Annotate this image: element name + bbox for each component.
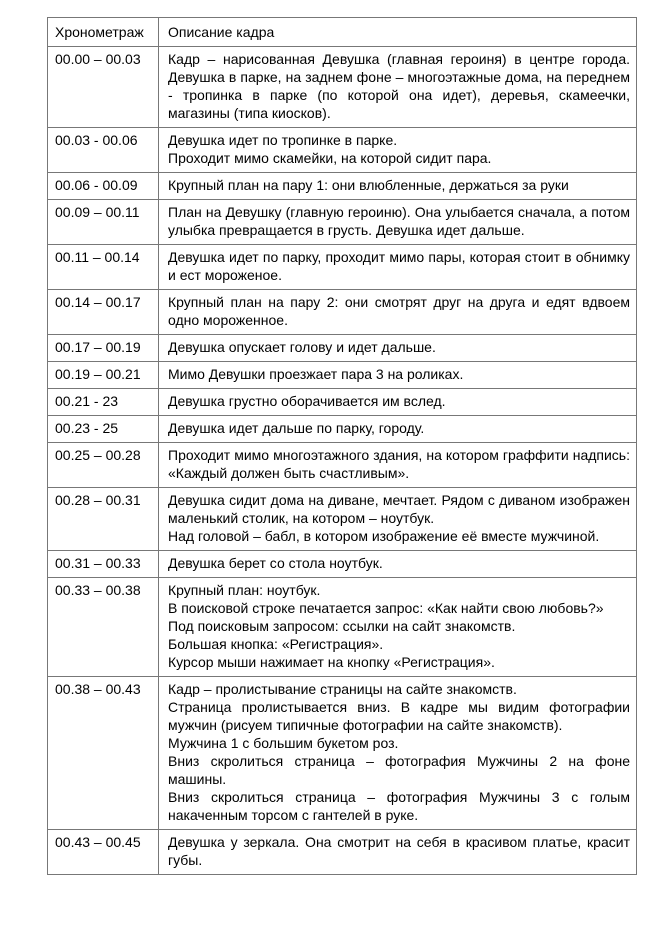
description-line: Девушка у зеркала. Она смотрит на себя в красивом платье, красит губы. xyxy=(168,834,630,868)
storyboard-table xyxy=(47,17,637,875)
timing-cell: 00.23 - 25 xyxy=(48,416,159,443)
description-line: Вниз скролиться страница – фотография Мужчины 2 на фоне машины. xyxy=(168,753,630,787)
description-line: Девушка идет по тропинке в парке. xyxy=(168,132,398,148)
timing-cell: 00.14 – 00.17 xyxy=(48,290,159,335)
timing-cell: 00.21 - 23 xyxy=(48,389,159,416)
description-cell xyxy=(159,290,637,335)
timing-cell: 00.09 – 00.11 xyxy=(48,200,159,245)
table-row xyxy=(48,290,637,335)
description-line: Девушка идет по парку, проходит мимо пары, которая стоит в обнимку и ест мороженое. xyxy=(168,249,630,283)
description-cell xyxy=(159,578,637,677)
table-row xyxy=(48,389,637,416)
table-row xyxy=(48,47,637,128)
description-line: В поисковой строке печатается запрос: «Как найти свою любовь?» xyxy=(168,600,604,616)
description-cell xyxy=(159,551,637,578)
header-row xyxy=(48,18,637,47)
timing-cell: 00.03 - 00.06 xyxy=(48,128,159,173)
description-cell xyxy=(159,830,637,875)
description-line: Девушка опускает голову и идет дальше. xyxy=(168,339,436,355)
description-line: Под поисковым запросом: ссылки на сайт знакомств. xyxy=(168,618,516,634)
timing-cell: 00.19 – 00.21 xyxy=(48,362,159,389)
description-line: Проходит мимо многоэтажного здания, на котором граффити надпись: «Каждый должен быть счастливым». xyxy=(168,447,630,481)
timing-cell: 00.38 – 00.43 xyxy=(48,677,159,830)
description-cell xyxy=(159,200,637,245)
description-line: Девушка грустно оборачивается им вслед. xyxy=(168,393,446,409)
table-row xyxy=(48,443,637,488)
description-line: Крупный план: ноутбук. xyxy=(168,582,321,598)
description-cell xyxy=(159,362,637,389)
table-row xyxy=(48,677,637,830)
table-row xyxy=(48,416,637,443)
description-line: Страница пролистывается вниз. В кадре мы видим фотографии мужчин (рисуем типичные фотографии на сайте знакомств). xyxy=(168,699,630,733)
description-line: Кадр – нарисованная Девушка (главная героиня) в центре города. Девушка в парке, на заднем фоне – многоэтажные дома, на переднем - тропинка в парке (по которой она идет), деревья, скамеечки, магазины (типа киосков). xyxy=(168,51,630,121)
table-row xyxy=(48,173,637,200)
description-line: Девушка берет со стола ноутбук. xyxy=(168,555,383,571)
description-line: Проходит мимо скамейки, на которой сидит пара. xyxy=(168,150,492,166)
timing-cell: 00.00 – 00.03 xyxy=(48,47,159,128)
description-cell xyxy=(159,416,637,443)
table-row xyxy=(48,128,637,173)
description-line: Кадр – пролистывание страницы на сайте знакомств. xyxy=(168,681,517,697)
timing-cell: 00.31 – 00.33 xyxy=(48,551,159,578)
table-row xyxy=(48,830,637,875)
timing-cell: 00.25 – 00.28 xyxy=(48,443,159,488)
table-row xyxy=(48,200,637,245)
description-line: Девушка сидит дома на диване, мечтает. Рядом с диваном изображен маленький столик, на котором – ноутбук. xyxy=(168,492,630,526)
description-line: Мимо Девушки проезжает пара 3 на роликах. xyxy=(168,366,464,382)
description-line: Крупный план на пару 1: они влюбленные, держаться за руки xyxy=(168,177,569,193)
column-header-description: Описание кадра xyxy=(159,18,637,47)
timing-cell: 00.17 – 00.19 xyxy=(48,335,159,362)
description-line: Девушка идет дальше по парку, городу. xyxy=(168,420,425,436)
table-body xyxy=(48,47,637,875)
description-line: Мужчина 1 с большим букетом роз. xyxy=(168,735,399,751)
table-row xyxy=(48,362,637,389)
timing-cell: 00.28 – 00.31 xyxy=(48,488,159,551)
table-row xyxy=(48,578,637,677)
description-cell xyxy=(159,443,637,488)
description-cell xyxy=(159,488,637,551)
timing-cell: 00.43 – 00.45 xyxy=(48,830,159,875)
description-cell xyxy=(159,389,637,416)
description-cell xyxy=(159,47,637,128)
description-line: План на Девушку (главную героиню). Она улыбается сначала, а потом улыбка превращается в грусть. Девушка идет дальше. xyxy=(168,204,630,238)
description-cell xyxy=(159,128,637,173)
table-row xyxy=(48,551,637,578)
description-line: Большая кнопка: «Регистрация». xyxy=(168,636,384,652)
description-line: Курсор мыши нажимает на кнопку «Регистрация». xyxy=(168,654,495,670)
table-row xyxy=(48,488,637,551)
timing-cell: 00.11 – 00.14 xyxy=(48,245,159,290)
timing-cell: 00.33 – 00.38 xyxy=(48,578,159,677)
table-row xyxy=(48,245,637,290)
description-cell xyxy=(159,173,637,200)
timing-cell: 00.06 - 00.09 xyxy=(48,173,159,200)
description-line: Крупный план на пару 2: они смотрят друг на друга и едят вдвоем одно мороженное. xyxy=(168,294,630,328)
description-cell xyxy=(159,677,637,830)
column-header-timing: Хронометраж xyxy=(48,18,159,47)
table-row xyxy=(48,335,637,362)
description-cell xyxy=(159,335,637,362)
description-line: Над головой – бабл, в котором изображение её вместе мужчиной. xyxy=(168,528,600,544)
description-cell xyxy=(159,245,637,290)
description-line: Вниз скролиться страница – фотография Мужчины 3 с голым накаченным торсом с гантелей в руке. xyxy=(168,789,630,823)
